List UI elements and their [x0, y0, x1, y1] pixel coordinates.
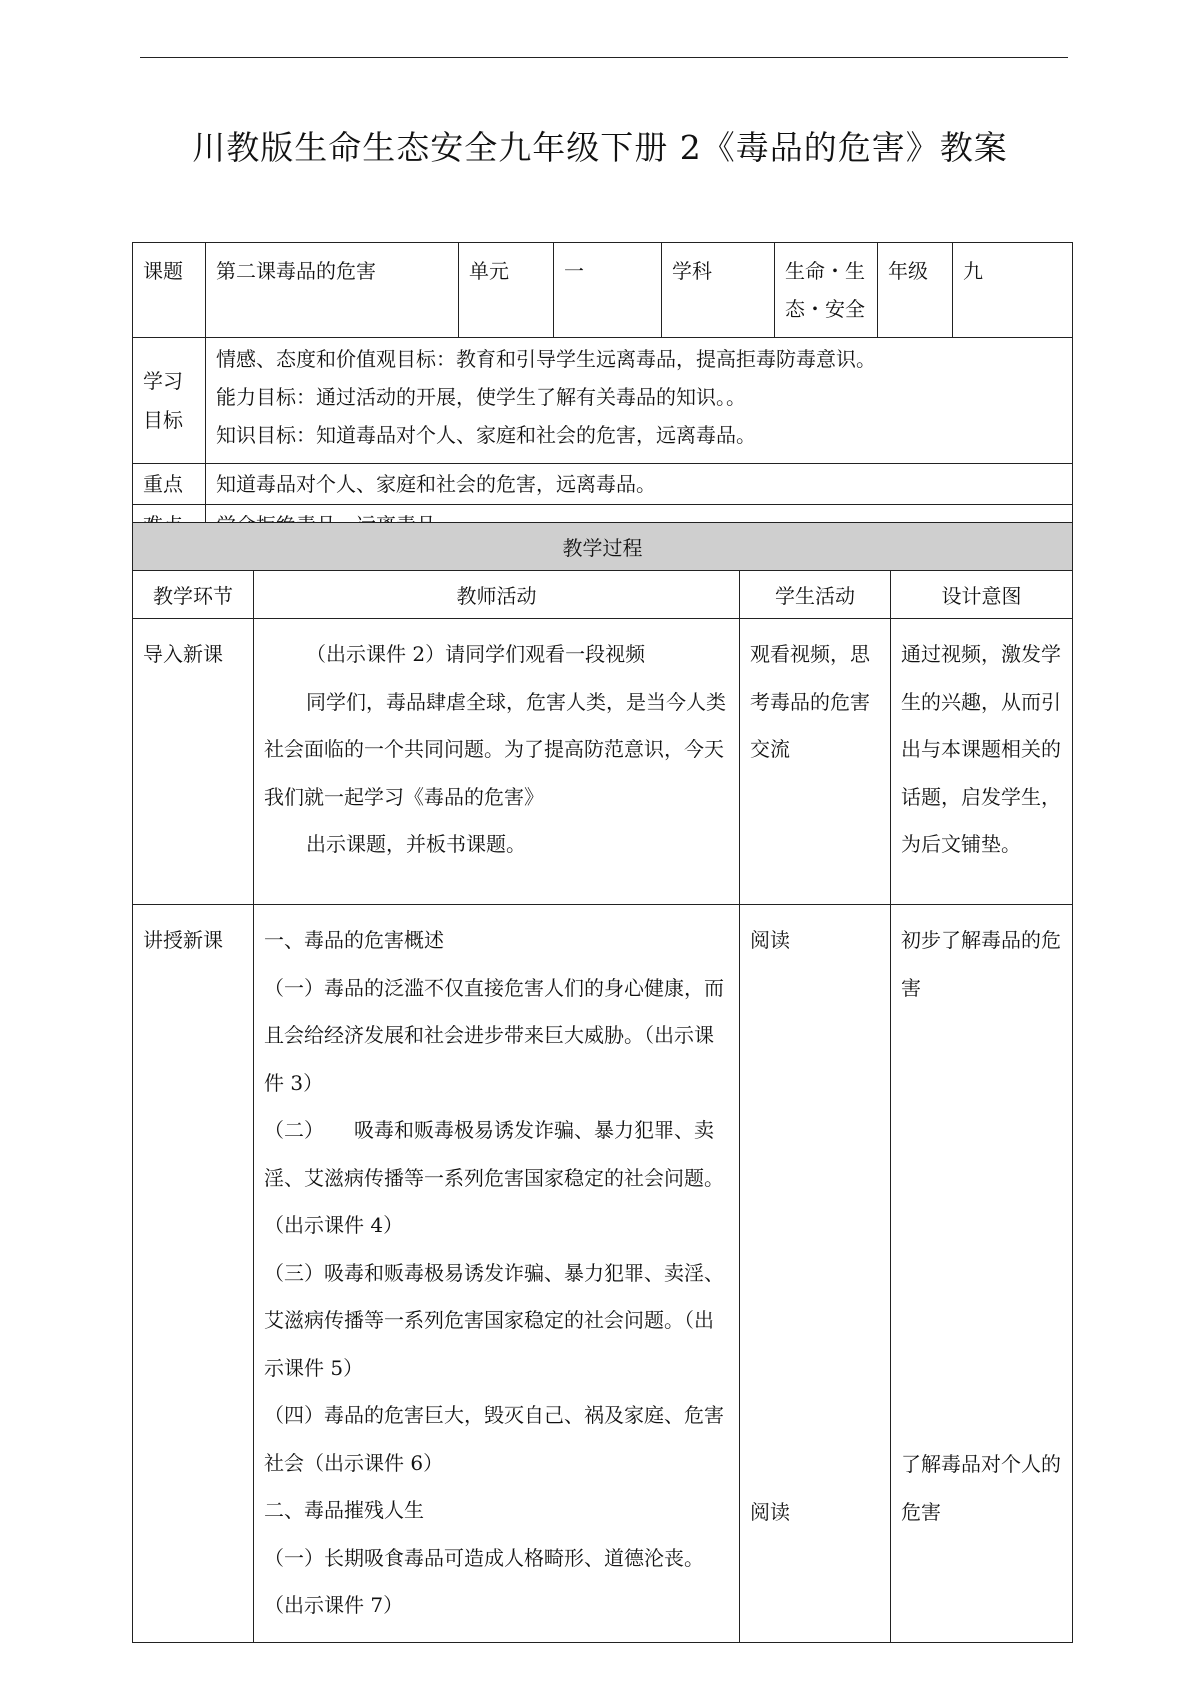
student-lecture-line: 阅读 — [750, 1499, 790, 1524]
subject-label: 学科 — [662, 243, 775, 338]
student-intro-line: 观看视频，思考毒品的危害 — [750, 642, 870, 714]
teacher-lecture-line: （一）长期吸食毒品可造成人格畸形、道德沦丧。（出示课件 7） — [264, 1545, 704, 1617]
teacher-lecture-line: 二、毒品摧残人生 — [264, 1498, 424, 1522]
goals-cell — [206, 338, 1073, 464]
teacher-intro — [254, 619, 740, 905]
col-header-intent: 设计意图 — [891, 571, 1073, 619]
unit-label: 单元 — [459, 243, 554, 338]
teacher-intro-line: 出示课题，并板书课题。 — [306, 832, 526, 856]
col-header-student: 学生活动 — [740, 571, 891, 619]
stage-intro: 导入新课 — [133, 619, 254, 905]
subject-value-line1: 生命・生 — [785, 259, 865, 283]
intent-lecture-line: 了解毒品对个人的危害 — [901, 1452, 1061, 1524]
goals-label-line2: 目标 — [143, 407, 183, 432]
student-intro-line: 交流 — [750, 737, 790, 761]
goal-ability: 能力目标：通过活动的开展，使学生了解有关毒品的知识。。 — [216, 385, 746, 409]
subject-value-line2: 态・安全 — [785, 297, 865, 321]
teacher-intro-line: （出示课件 2）请同学们观看一段视频 — [306, 642, 646, 666]
goals-label — [133, 338, 206, 464]
subject-value — [775, 243, 878, 338]
teacher-intro-line: 同学们，毒品肆虐全球，危害人类，是当今人类社会面临的一个共同问题。为了提高防范意识，今天我们就一起学习《毒品的危害》 — [264, 689, 726, 809]
header-rule — [140, 57, 1068, 58]
unit-value: 一 — [554, 243, 662, 338]
goal-knowledge: 知识目标：知道毒品对个人、家庭和社会的危害，远离毒品。 — [216, 423, 756, 447]
lesson-info-table — [132, 242, 1073, 546]
goal-affective: 情感、态度和价值观目标：教育和引导学生远离毒品，提高拒毒防毒意识。 — [216, 347, 876, 371]
teacher-lecture-line: （一）毒品的泛滥不仅直接危害人们的身心健康，而且会给经济发展和社会进步带来巨大威胁。（出示课件 3） — [264, 975, 724, 1095]
teaching-process-table — [132, 522, 1073, 1643]
teacher-lecture-line: （四）毒品的危害巨大，毁灭自己、祸及家庭、危害社会（出示课件 6） — [264, 1403, 724, 1475]
process-band-title: 教学过程 — [133, 523, 1073, 571]
teacher-lecture-line: （二） 吸毒和贩毒极易诱发诈骗、暴力犯罪、卖淫、艾滋病传播等一系列危害国家稳定的社会问题。（出示课件 4） — [264, 1118, 724, 1237]
teacher-lecture — [254, 905, 740, 1643]
topic-label: 课题 — [133, 243, 206, 338]
key-value: 知道毒品对个人、家庭和社会的危害，远离毒品。 — [206, 464, 1073, 505]
key-label: 重点 — [133, 464, 206, 505]
teacher-lecture-line: （三）吸毒和贩毒极易诱发诈骗、暴力犯罪、卖淫、艾滋病传播等一系列危害国家稳定的社会问题。（出示课件 5） — [264, 1260, 724, 1380]
student-intro — [740, 619, 891, 905]
intent-intro: 通过视频，激发学生的兴趣，从而引出与本课题相关的话题，启发学生，为后文铺垫。 — [891, 619, 1073, 905]
teacher-lecture-line: 一、毒品的危害概述 — [264, 928, 444, 952]
intent-lecture — [891, 905, 1073, 1643]
student-lecture-line: 阅读 — [750, 928, 790, 952]
page-title: 川教版生命生态安全九年级下册 2《毒品的危害》教案 — [192, 128, 1008, 167]
stage-lecture: 讲授新课 — [133, 905, 254, 1643]
grade-label: 年级 — [878, 243, 953, 338]
col-header-teacher: 教师活动 — [254, 571, 740, 619]
grade-value: 九 — [953, 243, 1073, 338]
topic-value: 第二课毒品的危害 — [206, 243, 459, 338]
col-header-stage: 教学环节 — [133, 571, 254, 619]
intent-lecture-line: 初步了解毒品的危害 — [901, 928, 1061, 1000]
student-lecture — [740, 905, 891, 1643]
goals-label-line1: 学习 — [143, 368, 183, 393]
